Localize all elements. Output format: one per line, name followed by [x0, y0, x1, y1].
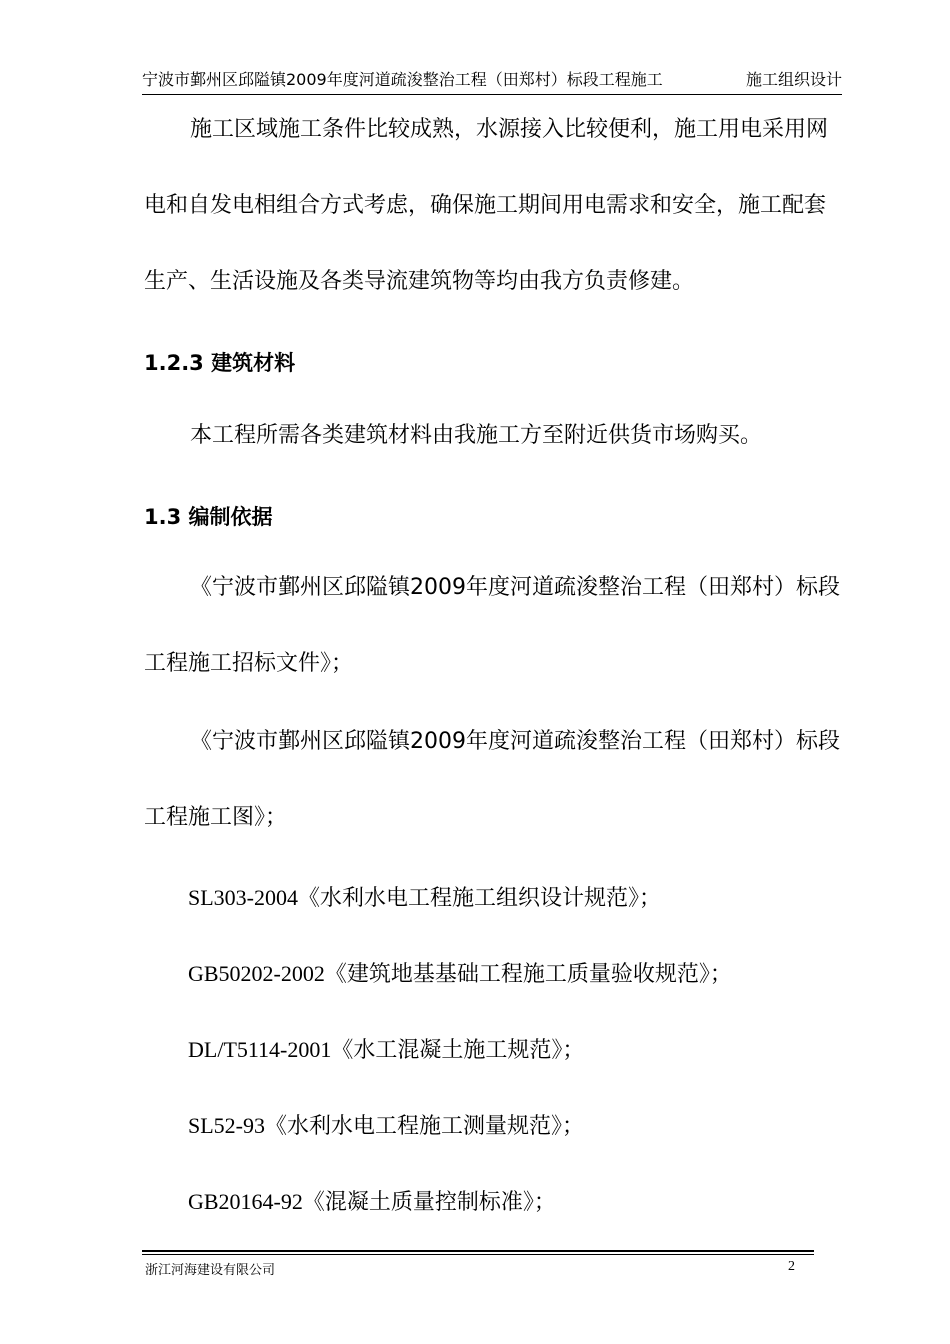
header-project-title: 宁波市鄞州区邱隘镇2009年度河道疏浚整治工程（田郑村）标段工程施工 [142, 70, 663, 89]
reference-item [188, 1110, 584, 1143]
reference-code: DL/T5114-2001 [188, 1037, 332, 1062]
section-heading-1-3: 1.3 编制依据 [144, 505, 273, 529]
reference-title: 《水利水电工程施工组织设计规范》； [298, 886, 662, 911]
reference-title: 《混凝土质量控制标准》； [302, 1190, 556, 1215]
footer-divider [142, 1250, 814, 1252]
footer-divider-thin [142, 1254, 814, 1255]
paragraph-building-materials: 本工程所需各类建筑材料由我施工方至附近供货市场购买。 [190, 423, 763, 448]
reference-title: 《建筑地基基础工程施工质量验收规范》； [324, 962, 732, 987]
reference-item [188, 958, 732, 991]
reference-item [188, 1034, 584, 1067]
reference-item [188, 1186, 556, 1219]
footer-company-name: 浙江河海建设有限公司 [145, 1263, 276, 1278]
paragraph-construction-conditions: 施工区域施工条件比较成熟，水源接入比较便利，施工用电采用网电和自发电相组合方式考虑，确保施工期间用电需求和安全，施工配套生产、生活设施及各类导流建筑物等均由我方负责修建。 [144, 117, 829, 294]
footer-page-number: 2 [788, 1259, 795, 1274]
reference-title: 《水工混凝土施工规范》； [331, 1038, 585, 1063]
reference-construction-drawings: 《宁波市鄞州区邱隘镇2009年度河道疏浚整治工程（田郑村）标段工程施工图》； [144, 729, 840, 830]
reference-code: SL52-93 [188, 1113, 265, 1138]
reference-tender-document: 《宁波市鄞州区邱隘镇2009年度河道疏浚整治工程（田郑村）标段工程施工招标文件》； [144, 575, 840, 676]
reference-code: SL303-2004 [188, 885, 298, 910]
reference-code: GB50202-2002 [188, 961, 325, 986]
page-header [142, 66, 842, 95]
section-heading-1-2-3: 1.2.3 建筑材料 [144, 351, 296, 375]
reference-title: 《水利水电工程施工测量规范》； [265, 1114, 585, 1139]
reference-item [188, 882, 661, 915]
reference-code: GB20164-92 [188, 1189, 303, 1214]
header-document-type: 施工组织设计 [745, 70, 842, 89]
